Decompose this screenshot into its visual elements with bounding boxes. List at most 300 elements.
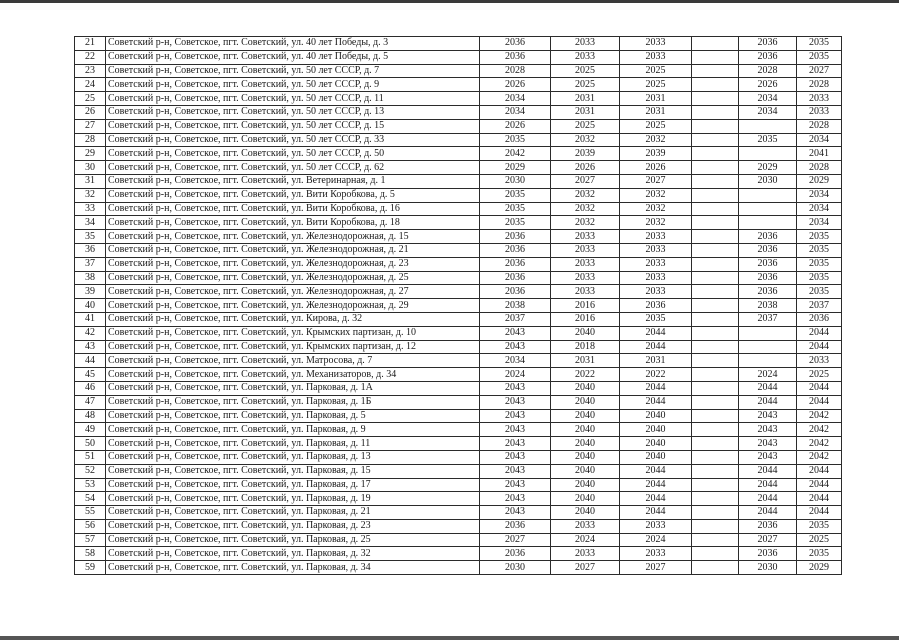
table-row	[75, 409, 842, 423]
year-cell-6: 2041	[797, 147, 842, 161]
year-cell-3: 2036	[620, 299, 692, 313]
year-cell-6: 2025	[797, 368, 842, 382]
year-cell-4	[692, 326, 739, 340]
year-cell-4	[692, 533, 739, 547]
year-cell-2: 2025	[551, 78, 620, 92]
year-cell-5	[739, 147, 797, 161]
year-cell-6: 2037	[797, 299, 842, 313]
address-cell: Советский р-н, Советское, пгт. Советский, ул. 50 лет СССР, д. 11	[106, 92, 480, 106]
year-cell-3: 2044	[620, 395, 692, 409]
table-row	[75, 478, 842, 492]
year-cell-6: 2034	[797, 188, 842, 202]
address-cell: Советский р-н, Советское, пгт. Советский, ул. 50 лет СССР, д. 9	[106, 78, 480, 92]
year-cell-2: 2026	[551, 161, 620, 175]
year-cell-3: 2032	[620, 188, 692, 202]
year-cell-6: 2029	[797, 561, 842, 575]
year-cell-6: 2042	[797, 423, 842, 437]
year-cell-4	[692, 354, 739, 368]
year-cell-5: 2036	[739, 285, 797, 299]
row-number-cell: 58	[75, 547, 106, 561]
year-cell-4	[692, 299, 739, 313]
year-cell-5	[739, 188, 797, 202]
row-number-cell: 59	[75, 561, 106, 575]
year-cell-1: 2026	[480, 78, 551, 92]
table-row	[75, 133, 842, 147]
year-cell-3: 2040	[620, 437, 692, 451]
year-cell-6: 2035	[797, 547, 842, 561]
address-cell: Советский р-н, Советское, пгт. Советский, ул. 50 лет СССР, д. 7	[106, 64, 480, 78]
year-cell-5: 2043	[739, 450, 797, 464]
row-number-cell: 51	[75, 450, 106, 464]
row-number-cell: 41	[75, 312, 106, 326]
row-number-cell: 47	[75, 395, 106, 409]
table-row	[75, 450, 842, 464]
year-cell-1: 2035	[480, 133, 551, 147]
year-cell-2: 2025	[551, 119, 620, 133]
row-number-cell: 26	[75, 105, 106, 119]
year-cell-6: 2036	[797, 312, 842, 326]
year-cell-2: 2033	[551, 243, 620, 257]
year-cell-3: 2044	[620, 464, 692, 478]
year-cell-1: 2043	[480, 464, 551, 478]
year-cell-3: 2025	[620, 78, 692, 92]
table-row	[75, 230, 842, 244]
row-number-cell: 54	[75, 492, 106, 506]
year-cell-3: 2027	[620, 561, 692, 575]
row-number-cell: 29	[75, 147, 106, 161]
table-row	[75, 312, 842, 326]
year-cell-4	[692, 381, 739, 395]
address-cell: Советский р-н, Советское, пгт. Советский, ул. Железнодорожная, д. 27	[106, 285, 480, 299]
year-cell-4	[692, 561, 739, 575]
year-cell-2: 2033	[551, 230, 620, 244]
year-cell-3: 2040	[620, 450, 692, 464]
table-row	[75, 161, 842, 175]
address-cell: Советский р-н, Советское, пгт. Советский, ул. Железнодорожная, д. 21	[106, 243, 480, 257]
year-cell-6: 2035	[797, 50, 842, 64]
address-cell: Советский р-н, Советское, пгт. Советский, ул. Вити Коробкова, д. 5	[106, 188, 480, 202]
address-cell: Советский р-н, Советское, пгт. Советский, ул. Парковая, д. 1А	[106, 381, 480, 395]
year-cell-5	[739, 202, 797, 216]
year-cell-1: 2036	[480, 519, 551, 533]
row-number-cell: 42	[75, 326, 106, 340]
year-cell-4	[692, 174, 739, 188]
table-row	[75, 105, 842, 119]
address-cell: Советский р-н, Советское, пгт. Советский, ул. Железнодорожная, д. 23	[106, 257, 480, 271]
year-cell-5	[739, 119, 797, 133]
year-cell-3: 2032	[620, 202, 692, 216]
year-cell-1: 2035	[480, 216, 551, 230]
table-row	[75, 188, 842, 202]
table-row	[75, 243, 842, 257]
year-cell-6: 2035	[797, 243, 842, 257]
year-cell-4	[692, 64, 739, 78]
address-cell: Советский р-н, Советское, пгт. Советский, ул. Ветеринарная, д. 1	[106, 174, 480, 188]
year-cell-5: 2044	[739, 492, 797, 506]
year-cell-2: 2032	[551, 216, 620, 230]
year-cell-5: 2044	[739, 506, 797, 520]
address-cell: Советский р-н, Советское, пгт. Советский, ул. Вити Коробкова, д. 18	[106, 216, 480, 230]
year-cell-5: 2044	[739, 381, 797, 395]
row-number-cell: 34	[75, 216, 106, 230]
table-row	[75, 437, 842, 451]
year-cell-3: 2022	[620, 368, 692, 382]
year-cell-3: 2033	[620, 285, 692, 299]
year-cell-4	[692, 547, 739, 561]
year-cell-3: 2044	[620, 340, 692, 354]
year-cell-4	[692, 188, 739, 202]
year-cell-6: 2034	[797, 202, 842, 216]
year-cell-1: 2043	[480, 450, 551, 464]
year-cell-1: 2043	[480, 506, 551, 520]
year-cell-5	[739, 216, 797, 230]
year-cell-1: 2035	[480, 202, 551, 216]
year-cell-2: 2040	[551, 437, 620, 451]
year-cell-1: 2043	[480, 492, 551, 506]
year-cell-5: 2043	[739, 437, 797, 451]
table-row	[75, 147, 842, 161]
year-cell-3: 2033	[620, 230, 692, 244]
address-cell: Советский р-н, Советское, пгт. Советский, ул. 50 лет СССР, д. 13	[106, 105, 480, 119]
address-cell: Советский р-н, Советское, пгт. Советский, ул. Парковая, д. 34	[106, 561, 480, 575]
year-cell-4	[692, 78, 739, 92]
address-cell: Советский р-н, Советское, пгт. Советский, ул. Крымских партизан, д. 10	[106, 326, 480, 340]
row-number-cell: 46	[75, 381, 106, 395]
year-cell-6: 2034	[797, 133, 842, 147]
row-number-cell: 56	[75, 519, 106, 533]
address-cell: Советский р-н, Советское, пгт. Советский, ул. Парковая, д. 15	[106, 464, 480, 478]
year-cell-3: 2025	[620, 119, 692, 133]
year-cell-3: 2031	[620, 105, 692, 119]
year-cell-1: 2036	[480, 50, 551, 64]
year-cell-4	[692, 395, 739, 409]
row-number-cell: 50	[75, 437, 106, 451]
address-cell: Советский р-н, Советское, пгт. Советский, ул. Парковая, д. 32	[106, 547, 480, 561]
year-cell-6: 2025	[797, 533, 842, 547]
table-row	[75, 547, 842, 561]
year-cell-3: 2044	[620, 506, 692, 520]
year-cell-3: 2031	[620, 354, 692, 368]
table-row	[75, 174, 842, 188]
year-cell-3: 2035	[620, 312, 692, 326]
year-cell-4	[692, 161, 739, 175]
row-number-cell: 55	[75, 506, 106, 520]
address-cell: Советский р-н, Советское, пгт. Советский, ул. Крымских партизан, д. 12	[106, 340, 480, 354]
address-cell: Советский р-н, Советское, пгт. Советский, ул. Железнодорожная, д. 15	[106, 230, 480, 244]
year-cell-3: 2032	[620, 133, 692, 147]
row-number-cell: 28	[75, 133, 106, 147]
year-cell-1: 2034	[480, 105, 551, 119]
table-body	[75, 37, 842, 575]
address-cell: Советский р-н, Советское, пгт. Советский, ул. Парковая, д. 5	[106, 409, 480, 423]
year-cell-1: 2043	[480, 409, 551, 423]
year-cell-4	[692, 257, 739, 271]
year-cell-2: 2016	[551, 299, 620, 313]
row-number-cell: 21	[75, 37, 106, 51]
year-cell-5: 2044	[739, 478, 797, 492]
year-cell-2: 2025	[551, 64, 620, 78]
year-cell-4	[692, 271, 739, 285]
year-cell-6: 2035	[797, 230, 842, 244]
year-cell-2: 2032	[551, 202, 620, 216]
year-cell-6: 2035	[797, 37, 842, 51]
address-cell: Советский р-н, Советское, пгт. Советский, ул. Железнодорожная, д. 29	[106, 299, 480, 313]
year-cell-2: 2024	[551, 533, 620, 547]
year-cell-5	[739, 354, 797, 368]
year-cell-6: 2027	[797, 64, 842, 78]
year-cell-5: 2027	[739, 533, 797, 547]
year-cell-5: 2036	[739, 50, 797, 64]
year-cell-3: 2033	[620, 519, 692, 533]
year-cell-4	[692, 119, 739, 133]
year-cell-1: 2036	[480, 37, 551, 51]
year-cell-6: 2035	[797, 519, 842, 533]
year-cell-4	[692, 105, 739, 119]
year-cell-5: 2030	[739, 561, 797, 575]
row-number-cell: 30	[75, 161, 106, 175]
year-cell-6: 2028	[797, 78, 842, 92]
year-cell-4	[692, 368, 739, 382]
year-cell-2: 2033	[551, 519, 620, 533]
table-row	[75, 50, 842, 64]
year-cell-4	[692, 437, 739, 451]
year-cell-1: 2036	[480, 547, 551, 561]
table-row	[75, 492, 842, 506]
year-cell-4	[692, 147, 739, 161]
year-cell-3: 2033	[620, 257, 692, 271]
table-row	[75, 257, 842, 271]
table-row	[75, 464, 842, 478]
year-cell-2: 2040	[551, 506, 620, 520]
year-cell-5: 2044	[739, 395, 797, 409]
year-cell-4	[692, 312, 739, 326]
row-number-cell: 45	[75, 368, 106, 382]
table-row	[75, 326, 842, 340]
row-number-cell: 40	[75, 299, 106, 313]
year-cell-5: 2024	[739, 368, 797, 382]
year-cell-2: 2040	[551, 409, 620, 423]
table-row	[75, 285, 842, 299]
row-number-cell: 43	[75, 340, 106, 354]
year-cell-4	[692, 519, 739, 533]
year-cell-2: 2033	[551, 547, 620, 561]
year-cell-6: 2033	[797, 354, 842, 368]
address-cell: Советский р-н, Советское, пгт. Советский, ул. Парковая, д. 11	[106, 437, 480, 451]
year-cell-5: 2038	[739, 299, 797, 313]
year-cell-2: 2033	[551, 271, 620, 285]
year-cell-2: 2031	[551, 354, 620, 368]
year-cell-3: 2033	[620, 243, 692, 257]
address-cell: Советский р-н, Советское, пгт. Советский, ул. Вити Коробкова, д. 16	[106, 202, 480, 216]
table-row	[75, 368, 842, 382]
row-number-cell: 31	[75, 174, 106, 188]
table-row	[75, 216, 842, 230]
year-cell-6: 2042	[797, 450, 842, 464]
year-cell-3: 2032	[620, 216, 692, 230]
year-cell-1: 2036	[480, 271, 551, 285]
year-cell-3: 2031	[620, 92, 692, 106]
table-row	[75, 506, 842, 520]
year-cell-5: 2036	[739, 230, 797, 244]
year-cell-1: 2043	[480, 437, 551, 451]
year-cell-5: 2036	[739, 257, 797, 271]
housing-repair-schedule-table	[74, 36, 842, 575]
year-cell-1: 2029	[480, 161, 551, 175]
year-cell-4	[692, 50, 739, 64]
year-cell-3: 2024	[620, 533, 692, 547]
table-row	[75, 271, 842, 285]
address-cell: Советский р-н, Советское, пгт. Советский, ул. 50 лет СССР, д. 62	[106, 161, 480, 175]
year-cell-2: 2027	[551, 174, 620, 188]
year-cell-6: 2044	[797, 478, 842, 492]
scan-top-edge	[0, 0, 899, 3]
row-number-cell: 52	[75, 464, 106, 478]
year-cell-5: 2030	[739, 174, 797, 188]
year-cell-1: 2043	[480, 395, 551, 409]
row-number-cell: 23	[75, 64, 106, 78]
year-cell-2: 2016	[551, 312, 620, 326]
year-cell-6: 2034	[797, 216, 842, 230]
row-number-cell: 25	[75, 92, 106, 106]
year-cell-1: 2036	[480, 243, 551, 257]
address-cell: Советский р-н, Советское, пгт. Советский, ул. Парковая, д. 25	[106, 533, 480, 547]
year-cell-1: 2026	[480, 119, 551, 133]
year-cell-1: 2034	[480, 354, 551, 368]
year-cell-2: 2033	[551, 50, 620, 64]
address-cell: Советский р-н, Советское, пгт. Советский, ул. 40 лет Победы, д. 5	[106, 50, 480, 64]
year-cell-1: 2042	[480, 147, 551, 161]
year-cell-6: 2035	[797, 285, 842, 299]
year-cell-5	[739, 326, 797, 340]
year-cell-4	[692, 450, 739, 464]
year-cell-1: 2030	[480, 174, 551, 188]
year-cell-1: 2034	[480, 92, 551, 106]
year-cell-6: 2029	[797, 174, 842, 188]
year-cell-1: 2043	[480, 326, 551, 340]
year-cell-5: 2036	[739, 271, 797, 285]
address-cell: Советский р-н, Советское, пгт. Советский, ул. Парковая, д. 23	[106, 519, 480, 533]
year-cell-4	[692, 478, 739, 492]
row-number-cell: 27	[75, 119, 106, 133]
year-cell-5: 2026	[739, 78, 797, 92]
row-number-cell: 36	[75, 243, 106, 257]
year-cell-1: 2027	[480, 533, 551, 547]
row-number-cell: 35	[75, 230, 106, 244]
address-cell: Советский р-н, Советское, пгт. Советский, ул. Парковая, д. 19	[106, 492, 480, 506]
year-cell-6: 2033	[797, 92, 842, 106]
year-cell-3: 2044	[620, 492, 692, 506]
table-row	[75, 423, 842, 437]
year-cell-4	[692, 340, 739, 354]
address-cell: Советский р-н, Советское, пгт. Советский, ул. Железнодорожная, д. 25	[106, 271, 480, 285]
row-number-cell: 53	[75, 478, 106, 492]
year-cell-5: 2037	[739, 312, 797, 326]
year-cell-5: 2043	[739, 423, 797, 437]
year-cell-2: 2031	[551, 92, 620, 106]
year-cell-5: 2034	[739, 92, 797, 106]
year-cell-1: 2037	[480, 312, 551, 326]
year-cell-5: 2028	[739, 64, 797, 78]
row-number-cell: 44	[75, 354, 106, 368]
year-cell-4	[692, 216, 739, 230]
year-cell-2: 2033	[551, 257, 620, 271]
year-cell-2: 2040	[551, 395, 620, 409]
year-cell-1: 2035	[480, 188, 551, 202]
year-cell-1: 2043	[480, 381, 551, 395]
year-cell-3: 2033	[620, 37, 692, 51]
address-cell: Советский р-н, Советское, пгт. Советский, ул. Парковая, д. 21	[106, 506, 480, 520]
year-cell-6: 2044	[797, 492, 842, 506]
year-cell-2: 2033	[551, 285, 620, 299]
table-row	[75, 340, 842, 354]
year-cell-3: 2040	[620, 423, 692, 437]
year-cell-4	[692, 409, 739, 423]
year-cell-5: 2029	[739, 161, 797, 175]
year-cell-6: 2044	[797, 326, 842, 340]
year-cell-3: 2040	[620, 409, 692, 423]
row-number-cell: 48	[75, 409, 106, 423]
year-cell-3: 2025	[620, 64, 692, 78]
year-cell-6: 2044	[797, 381, 842, 395]
table-row	[75, 395, 842, 409]
year-cell-1: 2030	[480, 561, 551, 575]
row-number-cell: 49	[75, 423, 106, 437]
year-cell-5: 2036	[739, 243, 797, 257]
year-cell-4	[692, 243, 739, 257]
address-cell: Советский р-н, Советское, пгт. Советский, ул. 40 лет Победы, д. 3	[106, 37, 480, 51]
year-cell-2: 2040	[551, 450, 620, 464]
year-cell-3: 2039	[620, 147, 692, 161]
year-cell-1: 2038	[480, 299, 551, 313]
year-cell-3: 2044	[620, 381, 692, 395]
year-cell-4	[692, 285, 739, 299]
year-cell-2: 2018	[551, 340, 620, 354]
year-cell-6: 2042	[797, 437, 842, 451]
table-row	[75, 533, 842, 547]
year-cell-6: 2035	[797, 271, 842, 285]
year-cell-5	[739, 340, 797, 354]
address-cell: Советский р-н, Советское, пгт. Советский, ул. 50 лет СССР, д. 33	[106, 133, 480, 147]
table-row	[75, 64, 842, 78]
year-cell-6: 2028	[797, 119, 842, 133]
year-cell-2: 2040	[551, 478, 620, 492]
year-cell-3: 2033	[620, 271, 692, 285]
year-cell-5: 2043	[739, 409, 797, 423]
year-cell-6: 2028	[797, 161, 842, 175]
address-cell: Советский р-н, Советское, пгт. Советский, ул. Парковая, д. 1Б	[106, 395, 480, 409]
year-cell-5: 2036	[739, 37, 797, 51]
table-row	[75, 202, 842, 216]
table-row	[75, 354, 842, 368]
year-cell-6: 2042	[797, 409, 842, 423]
year-cell-4	[692, 464, 739, 478]
year-cell-2: 2032	[551, 188, 620, 202]
year-cell-2: 2040	[551, 381, 620, 395]
year-cell-2: 2033	[551, 37, 620, 51]
address-cell: Советский р-н, Советское, пгт. Советский, ул. Парковая, д. 13	[106, 450, 480, 464]
year-cell-6: 2044	[797, 340, 842, 354]
scan-bottom-edge	[0, 636, 899, 640]
address-cell: Советский р-н, Советское, пгт. Советский, ул. Матросова, д. 7	[106, 354, 480, 368]
year-cell-4	[692, 133, 739, 147]
year-cell-3: 2033	[620, 50, 692, 64]
year-cell-2: 2022	[551, 368, 620, 382]
address-cell: Советский р-н, Советское, пгт. Советский, ул. Парковая, д. 9	[106, 423, 480, 437]
year-cell-3: 2027	[620, 174, 692, 188]
address-cell: Советский р-н, Советское, пгт. Советский, ул. 50 лет СССР, д. 15	[106, 119, 480, 133]
row-number-cell: 33	[75, 202, 106, 216]
year-cell-3: 2026	[620, 161, 692, 175]
